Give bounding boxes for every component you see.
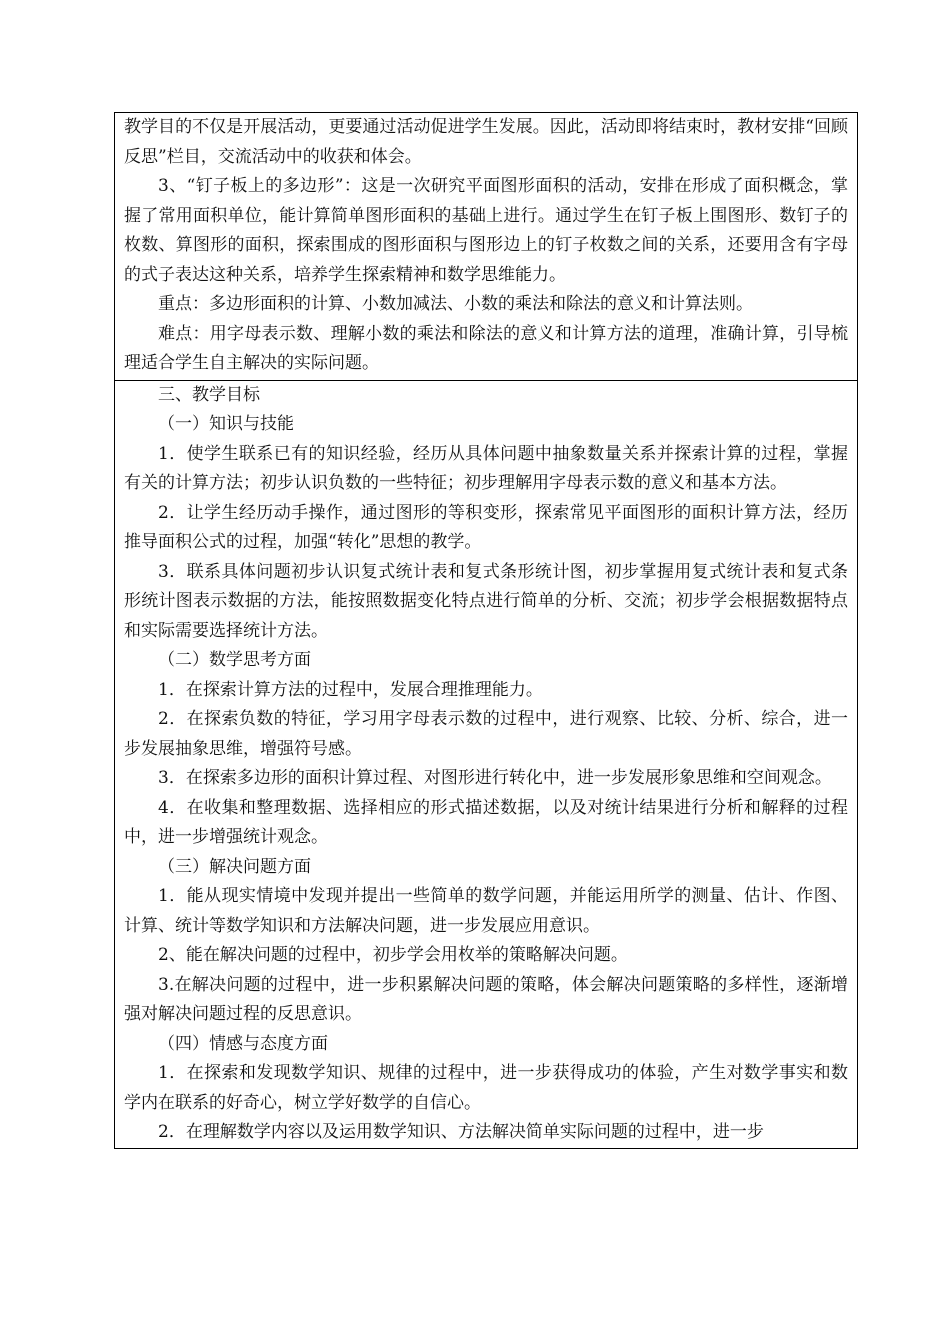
table-cell-content-analysis [115, 113, 857, 380]
paragraph: 3．联系具体问题初步认识复式统计表和复式条形统计图，初步掌握用复式统计表和复式条形统计图表示数据的方法，能按照数据变化特点进行简单的分析、交流；初步学会根据数据特点和实际需要选择统计方法。 [124, 561, 848, 641]
paragraph: 教学目的不仅是开展活动，更要通过活动促进学生发展。因此，活动即将结束时，教材安排“回顾反思”栏目，交流活动中的收获和体会。 [124, 117, 848, 167]
paragraph: 2．让学生经历动手操作，通过图形的等积变形，探索常见平面图形的面积计算方法，经历推导面积公式的过程，加强“转化”思想的教学。 [124, 502, 848, 552]
paragraph: 1．使学生联系已有的知识经验，经历从具体问题中抽象数量关系并探索计算的过程，掌握有关的计算方法；初步认识负数的一些特征；初步理解用字母表示数的意义和基本方法。 [124, 443, 848, 493]
subsection-heading: （一）知识与技能 [158, 414, 294, 434]
subsection-heading: （四）情感与态度方面 [158, 1033, 328, 1054]
paragraph-difficulties: 难点：用字母表示数、理解小数的乘法和除法的意义和计算方法的道理，准确计算，引导梳理适合学生自主解决的实际问题。 [124, 323, 848, 373]
paragraph: 1．在探索和发现数学知识、规律的过程中，进一步获得成功的体验，产生对数学事实和数学内在联系的好奇心，树立学好数学的自信心。 [124, 1063, 848, 1113]
paragraph: 3、“钉子板上的多边形”：这是一次研究平面图形面积的活动，安排在形成了面积概念，掌握了常用面积单位，能计算简单图形面积的基础上进行。通过学生在钉子板上围图形、数钉子的枚数、算图形的面积，探索围成的图形面积与图形边上的钉子枚数之间的关系，还要用含有字母的式子表达这种关系，培养学生探索精神和数学思维能力。 [124, 176, 848, 285]
paragraph: 2．在理解数学内容以及运用数学知识、方法解决简单实际问题的过程中，进一步 [158, 1122, 764, 1142]
paragraph: 3.在解决问题的过程中，进一步积累解决问题的策略，体会解决问题策略的多样性，逐渐增强对解决问题过程的反思意识。 [124, 974, 848, 1024]
section-heading: 三、教学目标 [158, 384, 260, 405]
paragraph: 2．在探索负数的特征，学习用字母表示数的过程中，进行观察、比较、分析、综合，进一步发展抽象思维，增强符号感。 [124, 709, 848, 759]
paragraph: 4．在收集和整理数据、选择相应的形式描述数据，以及对统计结果进行分析和解释的过程中，进一步增强统计观念。 [124, 797, 848, 847]
document-table [114, 112, 858, 1149]
paragraph: 1．在探索计算方法的过程中，发展合理推理能力。 [158, 679, 543, 700]
table-cell-teaching-objectives [115, 380, 857, 1148]
paragraph-key-points: 重点：多边形面积的计算、小数加减法、小数的乘法和除法的意义和计算法则。 [158, 294, 753, 314]
paragraph: 3．在探索多边形的面积计算过程、对图形进行转化中，进一步发展形象思维和空间观念。 [158, 768, 832, 788]
subsection-heading: （二）数学思考方面 [158, 650, 311, 670]
paragraph: 1．能从现实情境中发现并提出一些简单的数学问题，并能运用所学的测量、估计、作图、计算、统计等数学知识和方法解决问题，进一步发展应用意识。 [124, 886, 848, 936]
paragraph: 2、能在解决问题的过程中，初步学会用枚举的策略解决问题。 [158, 945, 628, 965]
subsection-heading: （三）解决问题方面 [158, 856, 311, 877]
